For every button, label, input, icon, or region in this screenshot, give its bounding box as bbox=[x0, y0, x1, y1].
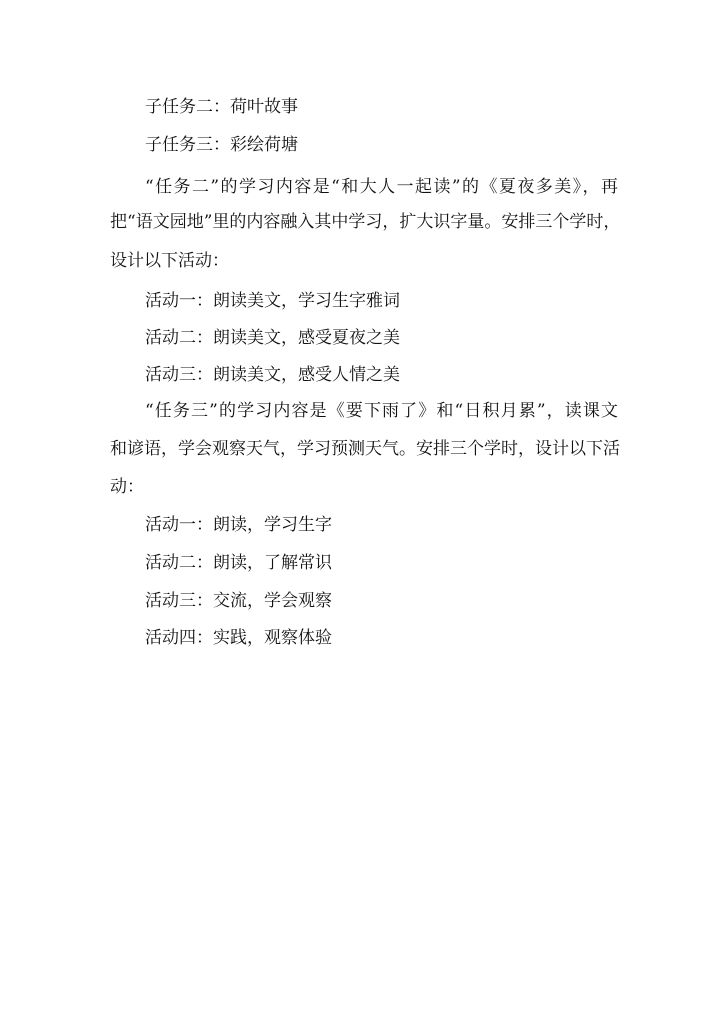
task3-intro-line-3: 动： bbox=[110, 477, 144, 497]
task3-activity-4: 活动四：实践，观察体验 bbox=[145, 628, 332, 648]
task2-activity-2: 活动二：朗读美文，感受夏夜之美 bbox=[145, 328, 400, 348]
task3-activity-2: 活动二：朗读，了解常识 bbox=[145, 553, 332, 573]
task3-activity-1: 活动一：朗读，学习生字 bbox=[145, 515, 332, 535]
task3-activity-3: 活动三：交流，学会观察 bbox=[145, 591, 332, 611]
task2-activity-3: 活动三：朗读美文，感受人情之美 bbox=[145, 365, 400, 385]
task2-activity-1: 活动一：朗读美文，学习生字雅词 bbox=[145, 291, 400, 311]
subtask-2-line: 子任务二：荷叶故事 bbox=[145, 97, 298, 117]
task2-intro-line-3: 设计以下活动： bbox=[110, 251, 229, 271]
task2-intro-line-1: “任务二”的学习内容是“和大人一起读”的《夏夜多美》，再 bbox=[145, 177, 618, 197]
task3-intro-line-1: “任务三”的学习内容是《要下雨了》和“日积月累”，读课文 bbox=[145, 401, 618, 421]
task3-intro-line-2: 和谚语，学会观察天气，学习预测天气。安排三个学时，设计以下活 bbox=[110, 439, 620, 459]
subtask-3-line: 子任务三：彩绘荷塘 bbox=[145, 135, 298, 155]
task2-intro-line-2: 把“语文园地”里的内容融入其中学习，扩大识字量。安排三个学时， bbox=[110, 212, 621, 232]
